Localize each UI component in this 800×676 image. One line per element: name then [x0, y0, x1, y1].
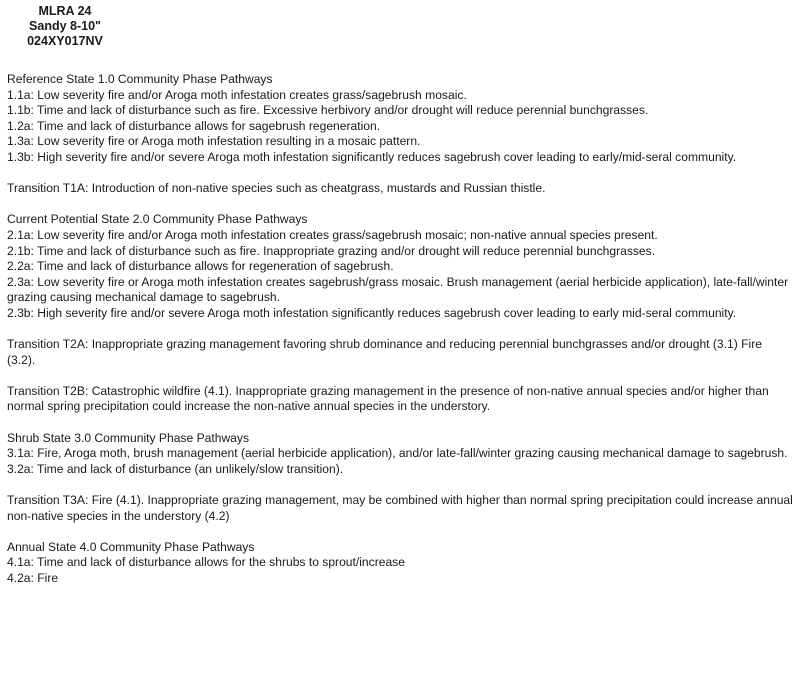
transition-t3a-block [7, 493, 793, 524]
current-potential-state-block [7, 212, 793, 321]
mlra-label: MLRA 24 [38, 4, 92, 18]
pathway-line: 2.1b: Time and lack of disturbance such as fire. Inappropriate grazing and/or drought will reduce perennial bunchgrasses. [7, 243, 656, 258]
pathway-line: 1.2a: Time and lack of disturbance allows for sagebrush regeneration. [7, 118, 381, 133]
document-header [0, 4, 130, 49]
site-name: Sandy 8-10" [29, 19, 101, 33]
pathway-line: 2.3a: Low severity fire or Aroga moth infestation creates sagebrush/grass mosaic. Brush management (aerial herbicide application), late-fall/winter grazing causing mechanical damage to sagebrush. [7, 274, 789, 305]
pathway-line: 1.1b: Time and lack of disturbance such as fire. Excessive herbivory and/or drought will reduce perennial bunchgrasses. [7, 103, 649, 118]
reference-state-block [7, 72, 793, 166]
site-id: 024XY017NV [27, 34, 103, 48]
pathway-line: 3.2a: Time and lack of disturbance (an unlikely/slow transition). [7, 461, 344, 476]
pathway-line: 1.1a: Low severity fire and/or Aroga moth infestation creates grass/sagebrush mosaic. [7, 87, 467, 102]
document-body [7, 72, 793, 602]
block-heading: Reference State 1.0 Community Phase Pathways [7, 72, 273, 86]
transition-line: Transition T3A: Fire (4.1). Inappropriate grazing management, may be combined with higher than normal spring precipitation could increase annual non-native species in the understory (4.2) [7, 493, 793, 523]
pathway-line: 3.1a: Fire, Aroga moth, brush management (aerial herbicide application), and/or late-fall/winter grazing causing mechanical damage to sagebrush. [7, 446, 788, 461]
pathway-line: 2.3b: High severity fire and/or severe Aroga moth infestation significantly reduces sagebrush cover leading to early mid-seral community. [7, 305, 737, 320]
block-heading: Current Potential State 2.0 Community Phase Pathways [7, 212, 308, 227]
pathway-line: 2.1a: Low severity fire and/or Aroga moth infestation creates grass/sagebrush mosaic; non-native annual species present. [7, 227, 658, 242]
block-heading: Shrub State 3.0 Community Phase Pathways [7, 430, 249, 445]
block-heading: Annual State 4.0 Community Phase Pathways [7, 539, 255, 554]
pathway-line: 2.2a: Time and lack of disturbance allows for regeneration of sagebrush. [7, 259, 394, 274]
pathway-line: 4.1a: Time and lack of disturbance allows for the shrubs to sprout/increase [7, 555, 405, 570]
annual-state-block [7, 540, 793, 587]
pathway-line: 1.3b: High severity fire and/or severe Aroga moth infestation significantly reduces sagebrush cover leading to early/mid-seral community. [7, 149, 737, 164]
transition-t2b-block [7, 384, 793, 415]
transition-line: Transition T2B: Catastrophic wildfire (4.1). Inappropriate grazing management in the presence of non-native annual species and/or higher than normal spring precipitation could increase the non-native annual species in the understory. [7, 383, 769, 414]
transition-line: Transition T1A: Introduction of non-native species such as cheatgrass, mustards and Russian thistle. [7, 181, 546, 196]
pathway-line: 1.3a: Low severity fire or Aroga moth infestation resulting in a mosaic pattern. [7, 134, 421, 149]
pathway-line: 4.2a: Fire [7, 571, 59, 585]
transition-line: Transition T2A: Inappropriate grazing management favoring shrub dominance and reducing perennial bunchgrasses and/or drought (3.1) Fire (3.2). [7, 337, 762, 367]
transition-t1a-block [7, 181, 793, 197]
transition-t2a-block [7, 337, 793, 368]
shrub-state-block [7, 431, 793, 478]
